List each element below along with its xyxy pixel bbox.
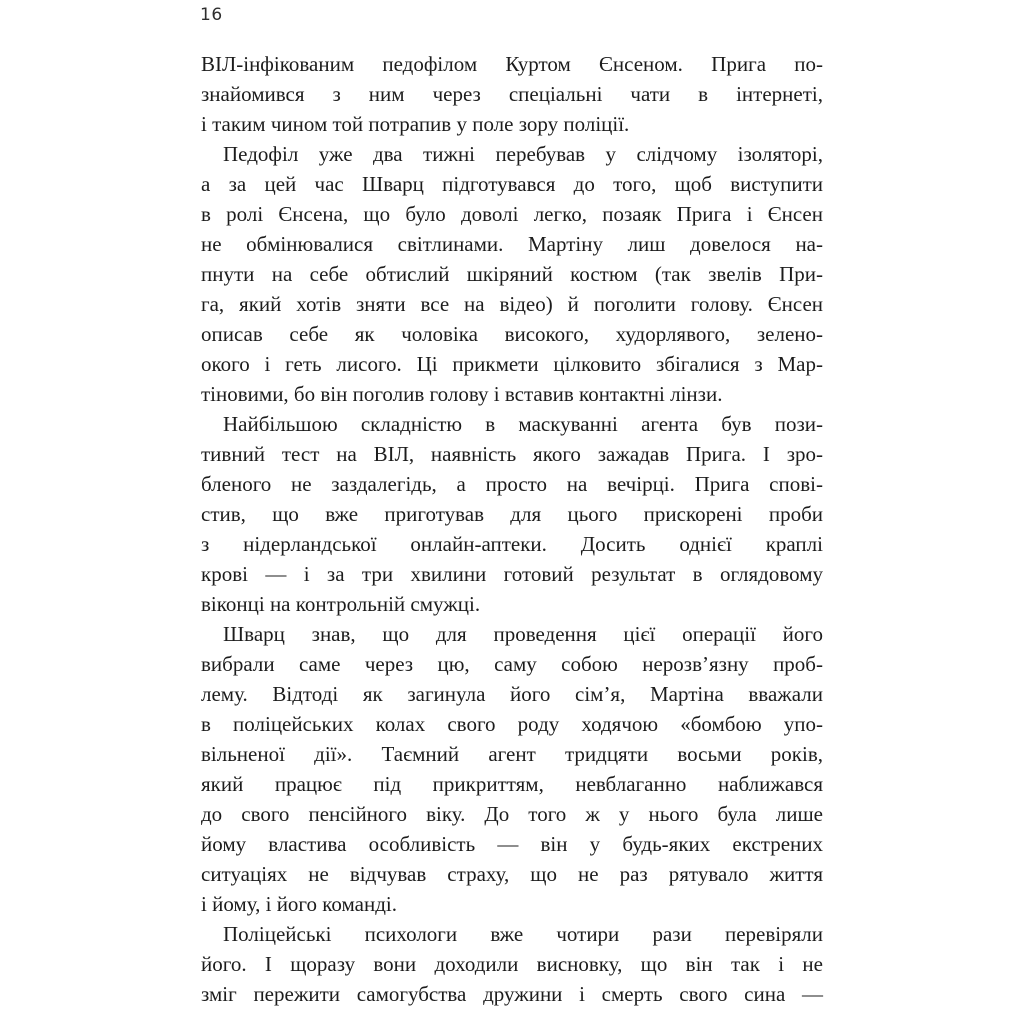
- text-line: бленого не заздалегідь, а просто на вечірці. Прига спові-: [201, 472, 823, 496]
- text-line: описав себе як чоловіка високого, худорлявого, зелено-: [201, 322, 823, 346]
- paragraph: [201, 49, 823, 139]
- text-line: не обмінювалися світлинами. Мартіну лиш довелося на-: [201, 232, 823, 256]
- text-line: тіновими, бо він поголив голову і вставив контактні лінзи.: [201, 382, 723, 406]
- text-line: стив, що вже приготував для цього прискорені проби: [201, 502, 823, 526]
- text-line: віконці на контрольній смужці.: [201, 592, 481, 616]
- paragraph: [201, 619, 823, 919]
- text-line: йому властива особливість — він у будь-яких екстрених: [201, 832, 823, 856]
- text-line: його. І щоразу вони доходили висновку, що він так і не: [201, 952, 823, 976]
- text-line: крові — і за три хвилини готовий результат в оглядовому: [201, 562, 823, 586]
- text-line: вільненої дії». Таємний агент тридцяти восьми років,: [201, 742, 823, 766]
- text-line: окого і геть лисого. Ці прикмети цілковито збігалися з Мар-: [201, 352, 823, 376]
- text-line: який працює під прикриттям, невблаганно наближався: [201, 772, 823, 796]
- page-number: 16: [200, 5, 223, 25]
- text-line: до свого пенсійного віку. До того ж у нього була лише: [201, 802, 823, 826]
- text-line: Шварц знав, що для проведення цієї операції його: [223, 622, 823, 646]
- page-text: [201, 49, 823, 1009]
- text-line: і таким чином той потрапив у поле зору поліції.: [201, 112, 630, 136]
- text-line: в ролі Єнсена, що було доволі легко, позаяк Прига і Єнсен: [201, 202, 823, 226]
- text-line: пнути на себе обтислий шкіряний костюм (так звелів При-: [201, 262, 823, 286]
- text-line: а за цей час Шварц підготувався до того, щоб виступити: [201, 172, 823, 196]
- text-line: Найбільшою складністю в маскуванні агента був пози-: [223, 412, 823, 436]
- text-line: лему. Відтоді як загинула його сім’я, Мартіна вважали: [201, 682, 823, 706]
- text-line: ситуаціях не відчував страху, що не раз рятувало життя: [201, 862, 823, 886]
- text-line: вибрали саме через цю, саму собою нерозв’язну проб-: [201, 652, 823, 676]
- paragraph: [201, 409, 823, 619]
- text-line: і йому, і його команді.: [201, 892, 397, 916]
- paragraph: [201, 919, 823, 1009]
- text-line: тивний тест на ВІЛ, наявність якого зажадав Прига. І зро-: [201, 442, 823, 466]
- text-line: в поліцейських колах свого роду ходячою «бомбою упо-: [201, 712, 823, 736]
- text-line: Педофіл уже два тижні перебував у слідчому ізоляторі,: [223, 142, 823, 166]
- text-line: ВІЛ-інфікованим педофілом Куртом Єнсеном. Прига по-: [201, 52, 823, 76]
- text-line: зміг пережити самогубства дружини і смерть свого сина —: [201, 982, 823, 1006]
- text-line: га, який хотів зняти все на відео) й поголити голову. Єнсен: [201, 292, 823, 316]
- paragraph: [201, 139, 823, 409]
- text-line: знайомився з ним через спеціальні чати в інтернеті,: [201, 82, 823, 106]
- text-line: Поліцейські психологи вже чотири рази перевіряли: [223, 922, 823, 946]
- text-line: з нідерландської онлайн-аптеки. Досить однієї краплі: [201, 532, 823, 556]
